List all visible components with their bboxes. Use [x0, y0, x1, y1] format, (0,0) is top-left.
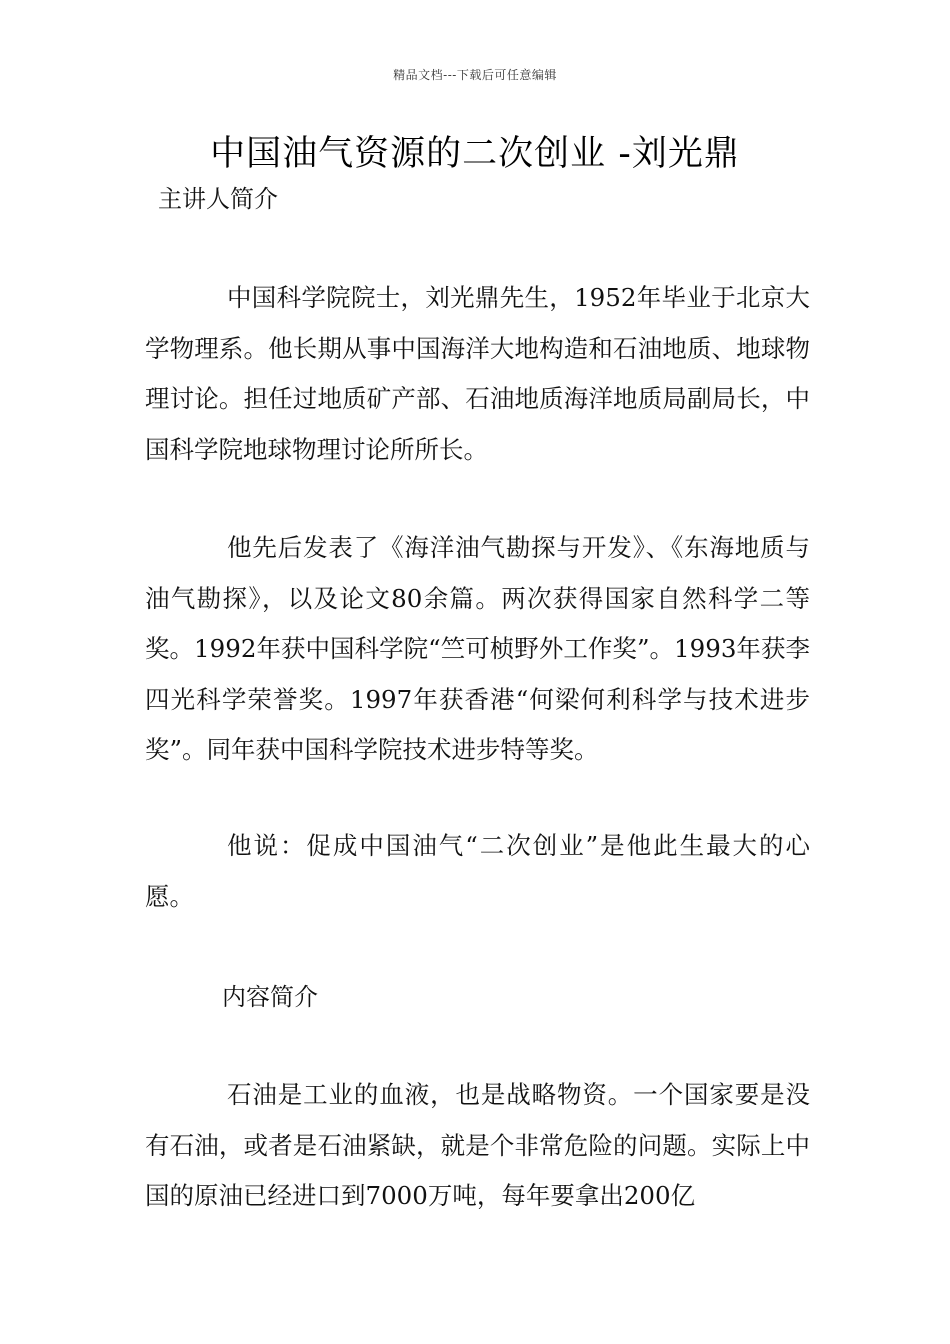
document-title: 中国油气资源的二次创业 -刘光鼎 — [210, 134, 740, 174]
section-heading-content: 内容简介 — [222, 983, 318, 1011]
header-note: 精品文档---下载后可任意编辑 — [393, 68, 557, 82]
paragraph-bio: 中国科学院院士，刘光鼎先生，1952年毕业于北京大学物理系。他长期从事中国海洋大地构造和石油地质、地球物理讨论。担任过地质矿产部、石油地质海洋地质局副局长，中国科学院地球物理讨论所所长。 — [145, 283, 810, 464]
section-heading-presenter: 主讲人简介 — [158, 185, 278, 213]
paragraph-wish: 他说：促成中国油气“二次创业”是他此生最大的心愿。 — [145, 831, 810, 911]
paragraph-content: 石油是工业的血液，也是战略物资。一个国家要是没有石油，或者是石油紧缺，就是个非常危险的问题。实际上中国的原油已经进口到7000万吨，每年要拿出200亿 — [145, 1080, 810, 1210]
paragraph-works: 他先后发表了《海洋油气勘探与开发》、《东海地质与油气勘探》，以及论文80余篇。两次获得国家自然科学二等奖。1992年获中国科学院“竺可桢野外工作奖”。1993年获李四光科学荣誉奖。1997年获香港“何梁何利科学与技术进步奖”。同年获中国科学院技术进步特等奖。 — [145, 533, 810, 764]
